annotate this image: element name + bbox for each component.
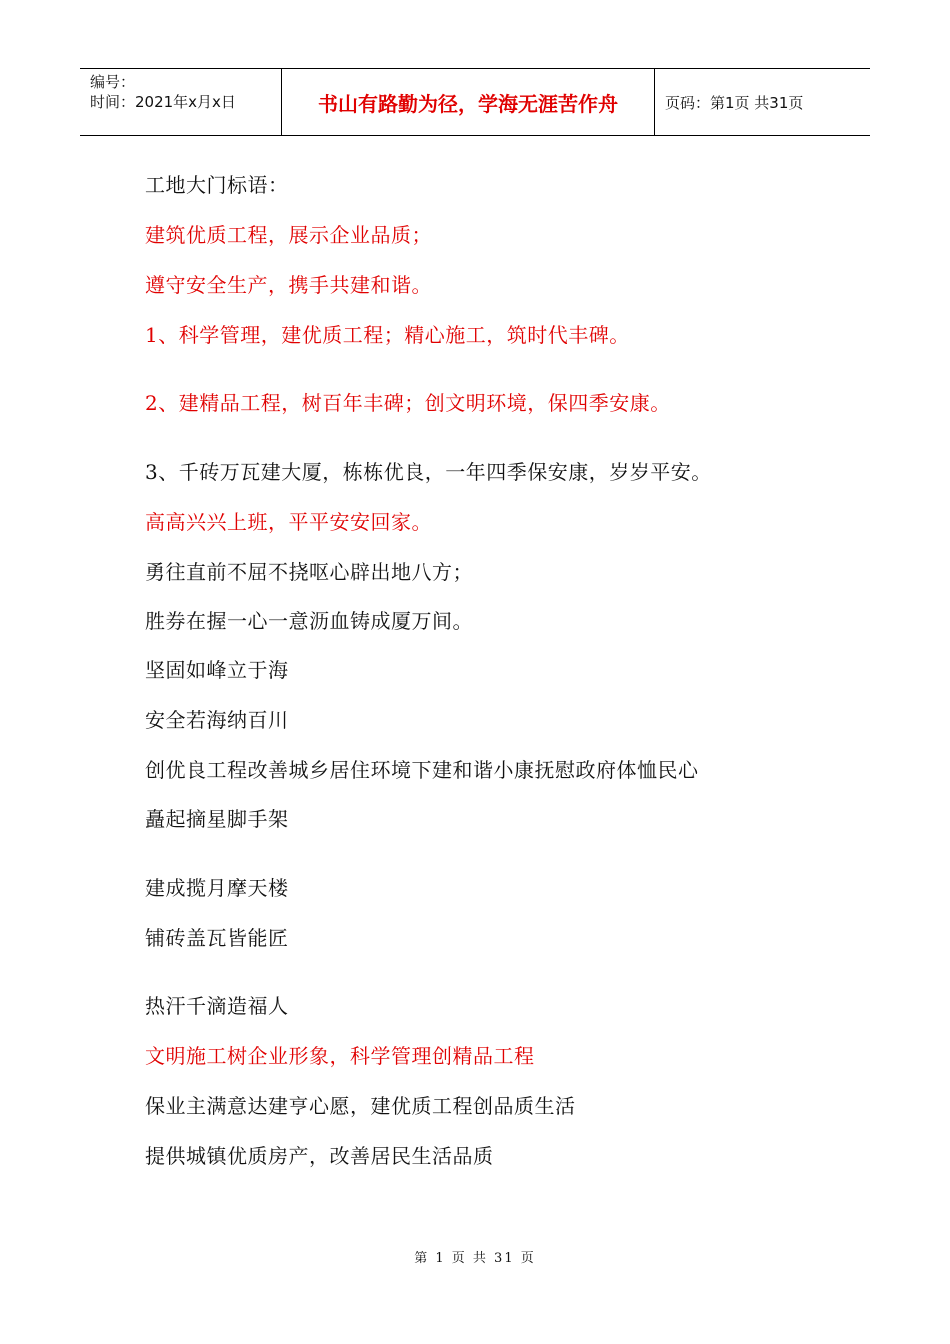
text-line: 坚固如峰立于海 xyxy=(145,658,289,682)
text-line: 文明施工树企业形象，科学管理创精品工程 xyxy=(145,1044,535,1068)
page-header xyxy=(80,68,870,136)
text-line: 胜券在握一心一意沥血铸成厦万间。 xyxy=(145,609,473,633)
text-line: 1、科学管理，建优质工程；精心施工，筑时代丰碑。 xyxy=(145,323,630,347)
page-footer: 第 1 页 共 31 页 xyxy=(414,1251,536,1266)
text-line: 建成揽月摩天楼 xyxy=(145,876,289,900)
text-line: 3、千砖万瓦建大厦，栋栋优良，一年四季保安康，岁岁平安。 xyxy=(145,460,712,484)
time-label: 时间：2021年x月x日 xyxy=(90,93,236,111)
text-line: 2、建精品工程，树百年丰碑；创文明环境，保四季安康。 xyxy=(145,391,671,415)
text-line: 热汗千滴造福人 xyxy=(145,994,289,1018)
text-line: 建筑优质工程，展示企业品质； xyxy=(145,223,432,247)
text-line: 勇往直前不屈不挠呕心辟出地八方； xyxy=(145,560,473,584)
text-line: 遵守安全生产，携手共建和谐。 xyxy=(145,273,432,297)
text-line: 工地大门标语： xyxy=(145,173,289,197)
header-page-info: 页码：第1页 共31页 xyxy=(665,93,804,112)
text-line: 安全若海纳百川 xyxy=(145,708,289,732)
number-label: 编号： xyxy=(90,73,136,91)
text-line: 铺砖盖瓦皆能匠 xyxy=(145,926,289,950)
text-line: 矗起摘星脚手架 xyxy=(145,807,289,831)
text-line: 创优良工程改善城乡居住环境下建和谐小康抚慰政府体恤民心 xyxy=(145,758,699,782)
header-motto: 书山有路勤为径，学海无涯苦作舟 xyxy=(282,69,655,135)
text-line: 提供城镇优质房产，改善居民生活品质 xyxy=(145,1144,494,1168)
text-line: 保业主满意达建亨心愿，建优质工程创品质生活 xyxy=(145,1094,576,1118)
text-line: 高高兴兴上班，平平安安回家。 xyxy=(145,510,432,534)
header-meta xyxy=(80,69,282,135)
